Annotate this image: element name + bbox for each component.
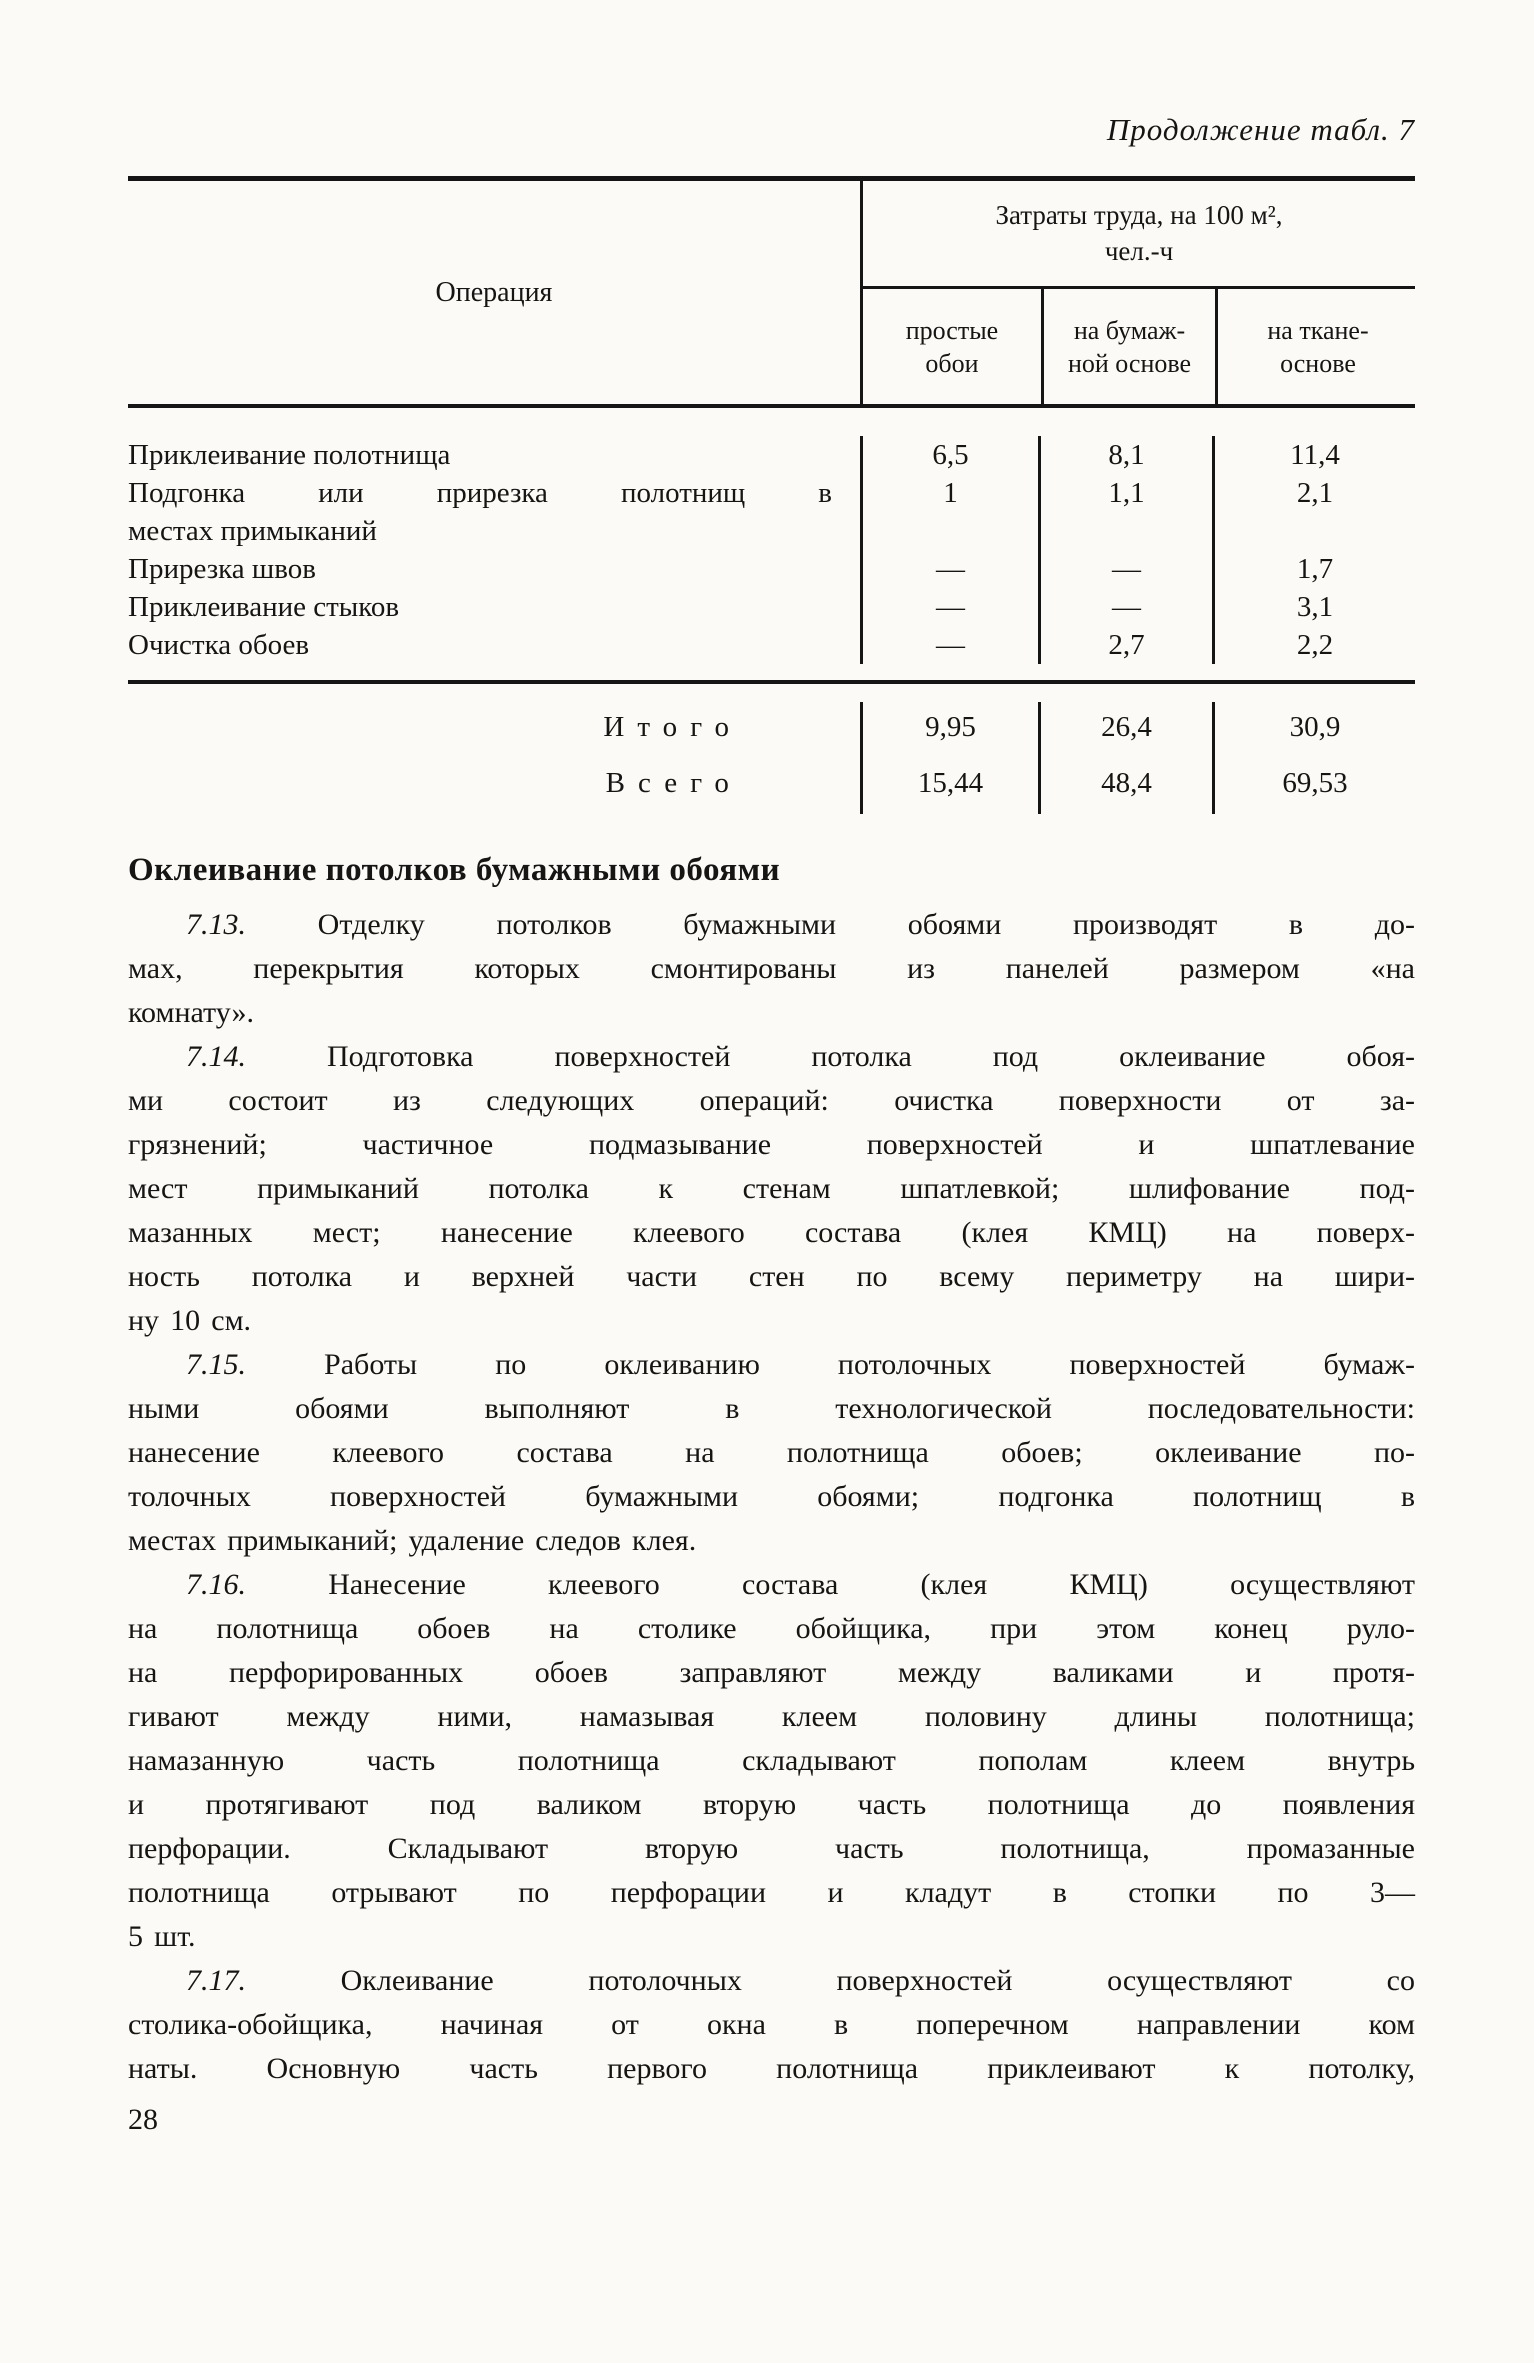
sub-column-headers [863,289,1415,404]
paragraph-number: 7.17. [186,1964,246,1997]
table-row [128,436,1415,474]
text-line: нанесение клеевого состава на полотнища обоев; оклеивание по- [128,1436,1415,1469]
value-cell: 11,4 [1212,436,1415,474]
table-row [128,474,1415,512]
value-cell: — [1038,550,1212,588]
total-value: 69,53 [1212,758,1415,814]
text-line: ность потолка и верхней части стен по всему периметру на шири- [128,1260,1415,1293]
table-header [128,181,1415,408]
text-line: полотнища отрывают по перфорации и кладут в стопки по 3— [128,1876,1415,1909]
operation-name: Очистка обоев [128,629,310,661]
text-line: мест примыканий потолка к стенам шпатлевкой; шлифование под- [128,1172,1415,1205]
text-line: 7.17. Оклеивание потолочных поверхностей осуществляют со [186,1964,1415,1997]
value-cell: 2,7 [1038,626,1212,664]
value-cell: 2,2 [1212,626,1415,664]
value-cell [1212,512,1415,550]
sub-column-header-line: на ткане- [1267,315,1369,345]
text-line: грязнений; частичное подмазывание поверхностей и шпатлевание [128,1128,1415,1161]
labor-costs-table [128,176,1415,826]
text-line: 7.16. Нанесение клеевого состава (клея КМЦ) осуществляют [186,1568,1415,1601]
value-cell: — [860,550,1038,588]
totals-row [128,758,1415,814]
column-group-header-line1: Затраты труда, на 100 м², [995,200,1283,230]
text-line: на перфорированных обоев заправляют между валиками и протя- [128,1656,1415,1689]
table-row [128,512,1415,550]
value-cell: 1,7 [1212,550,1415,588]
value-cell: 1 [860,474,1038,512]
table-row [128,626,1415,664]
text-line: 5 шт. [128,1920,196,1953]
paragraph-number: 7.15. [186,1348,246,1381]
sub-column-header [863,289,1041,404]
total-value: 48,4 [1038,758,1212,814]
sub-column-header-line: обои [925,348,979,378]
sub-column-header-line: основе [1280,348,1356,378]
sub-column-header [1041,289,1215,404]
paragraph-number: 7.13. [186,908,246,941]
text-line: на полотнища обоев на столике обойщика, при этом конец руло- [128,1612,1415,1645]
column-header-operation: Операция [435,276,553,308]
operation-name: Приклеивание полотнища [128,439,451,471]
section-paragraphs [128,903,1415,2091]
value-cell [1038,512,1212,550]
text-line: 7.15. Работы по оклеиванию потолочных поверхностей бумаж- [186,1348,1415,1381]
column-group-header [863,181,1415,289]
value-cell: — [860,588,1038,626]
paragraph-number: 7.16. [186,1568,246,1601]
paragraph-7-17 [128,1959,1415,2091]
column-group-header-line2: чел.-ч [1104,236,1174,266]
table-continuation-caption: Продолжение табл. 7 [1106,112,1415,147]
operation-name: Приклеивание стыков [128,591,400,623]
sub-column-header-line: простые [905,315,999,345]
total-value: 15,44 [860,758,1038,814]
totals-row [128,702,1415,758]
table-row [128,550,1415,588]
text-line: гивают между ними, намазывая клеем половину длины полотнища; [128,1700,1415,1733]
text-line: перфорации. Складывают вторую часть полотнища, промазанные [128,1832,1415,1865]
value-cell [860,512,1038,550]
text-line: наты. Основную часть первого полотнища приклеивают к потолку, [128,2052,1415,2085]
value-cell: 1,1 [1038,474,1212,512]
text-line: 7.14. Подготовка поверхностей потолка под оклеивание обоя- [186,1040,1415,1073]
total-value: 9,95 [860,702,1038,758]
paragraph-number: 7.14. [186,1040,246,1073]
column-group [860,181,1415,404]
text-line: мазанных мест; нанесение клеевого состава (клея КМЦ) на поверх- [128,1216,1415,1249]
operation-name: Подгонка или прирезка полотнищ в [128,477,832,509]
paragraph-7-13 [128,903,1415,1035]
text-line: 7.13. Отделку потолков бумажными обоями производят в до- [186,908,1415,941]
text-line: и протягивают под валиком вторую часть полотнища до появления [128,1788,1415,1821]
page-content [128,0,1415,2137]
text-line: ными обоями выполняют в технологической последовательности: [128,1392,1415,1425]
section-heading: Оклеивание потолков бумажными обоями [128,852,781,888]
total-value: 30,9 [1212,702,1415,758]
paragraph-7-15 [128,1343,1415,1563]
paragraph-7-16 [128,1563,1415,1959]
sub-column-header [1215,289,1418,404]
value-cell: 2,1 [1212,474,1415,512]
total-value: 26,4 [1038,702,1212,758]
sub-column-header-line: ной основе [1067,348,1192,378]
value-cell: — [1038,588,1212,626]
sub-column-header-line: на бумаж- [1073,315,1186,345]
total-label: Всего [605,767,742,799]
operation-name: местах примыканий [128,515,377,547]
total-label: Итого [603,711,742,743]
text-line: толочных поверхностей бумажными обоями; подгонка полотнищ в [128,1480,1415,1513]
operation-name: Прирезка швов [128,553,316,585]
text-line: ну 10 см. [128,1304,252,1337]
value-cell: 6,5 [860,436,1038,474]
text-line: намазанную часть полотнища складывают пополам клеем внутрь [128,1744,1415,1777]
text-line: ми состоит из следующих операций: очистка поверхности от за- [128,1084,1415,1117]
text-line: местах примыканий; удаление следов клея. [128,1524,697,1557]
table-body [128,408,1415,684]
value-cell: 3,1 [1212,588,1415,626]
table-row [128,588,1415,626]
value-cell: — [860,626,1038,664]
text-line: комнату». [128,996,255,1029]
text-line: столика-обойщика, начиная от окна в поперечном направлении ком [128,2008,1415,2041]
value-cell: 8,1 [1038,436,1212,474]
paragraph-7-14 [128,1035,1415,1343]
table-totals [128,684,1415,826]
page-number: 28 [128,2103,158,2136]
text-line: мах, перекрытия которых смонтированы из панелей размером «на [128,952,1415,985]
